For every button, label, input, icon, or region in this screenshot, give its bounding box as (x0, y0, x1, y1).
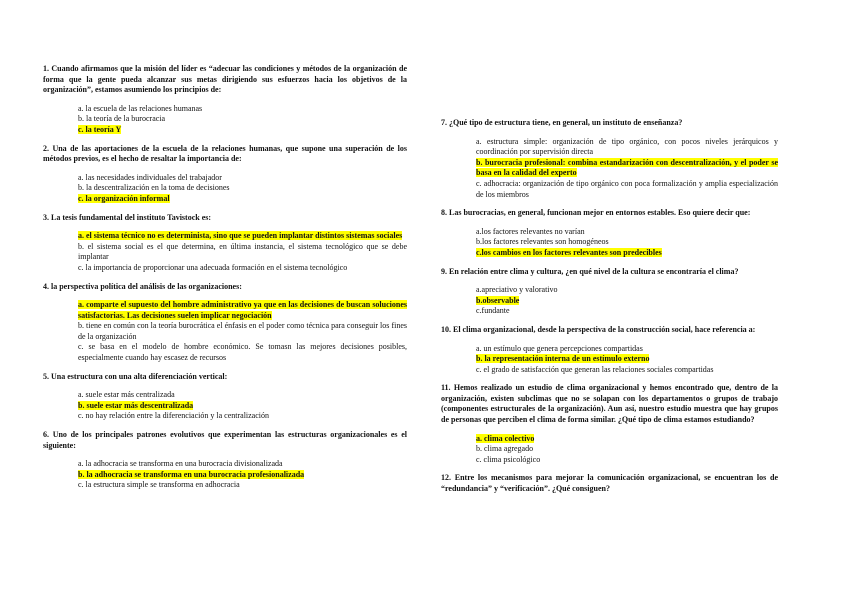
answer-option (476, 285, 778, 296)
answer-option (78, 242, 407, 263)
answer-option-text: a. clima colectivo (476, 433, 535, 443)
question-text: 1. Cuando afirmamos que la misión del líder es “adecuar las condiciones y métodos de la organización de forma que la gente pueda alcanzar sus metas dirigiendo sus esfuerzos hacia los objetivos de la organización”, estamos asumiendo los principios de: (43, 64, 407, 95)
answer-option (476, 365, 778, 376)
question-text: 9. En relación entre clima y cultura, ¿en qué nivel de la cultura se encontraría el clima? (441, 266, 739, 276)
answer-option-correct (476, 354, 778, 365)
answer-option-correct (78, 231, 407, 242)
question-block (43, 282, 407, 364)
question-block (441, 267, 778, 317)
answer-option-text: a. suele estar más centralizada (78, 390, 175, 400)
answer-option (476, 237, 778, 248)
question-text: 10. El clima organizacional, desde la perspectiva de la construcción social, hace referencia a: (441, 324, 756, 334)
answer-option (476, 306, 778, 317)
answer-option (476, 344, 778, 355)
answer-option-correct (78, 125, 407, 136)
answer-option-text: b. suele estar más descentralizada (78, 400, 194, 410)
answer-option-text: c. se basa en el modelo de hombre económico. Se tomasn las mejores decisiones posibles, especialmente cuando hay escasez de recursos (78, 342, 407, 363)
question-block (441, 383, 778, 465)
question-block (441, 325, 778, 375)
answer-option-correct (476, 158, 778, 179)
answer-option (78, 183, 407, 194)
answer-options (78, 173, 407, 205)
answer-options (476, 434, 778, 466)
answer-option-text: a. un estímulo que genera percepciones compartidas (476, 343, 643, 353)
answer-option-text: c.fundante (476, 306, 510, 316)
answer-options (476, 285, 778, 317)
answer-option-correct (476, 248, 778, 259)
answer-option-text: b. la adhocracia se transforma en una burocracia profesionalizada (78, 469, 305, 479)
answer-option (476, 137, 778, 158)
answer-option-text: a.los factores relevantes no varían (476, 226, 585, 236)
answer-option-text: b. la descentralización en la toma de decisiones (78, 183, 230, 193)
answer-option-correct (78, 470, 407, 481)
answer-option-text: b. tiene en común con la teoría burocrática el énfasis en el poder como técnica para conseguir los fines de la organización (78, 321, 407, 341)
answer-options (78, 459, 407, 491)
question-text: 7. ¿Qué tipo de estructura tiene, en general, un instituto de enseñanza? (441, 118, 683, 127)
answer-option-text: a. comparte el supuesto del hombre administrativo ya que en las decisiones de buscan soluciones satisfactorias. Las decisiones suelen implicar negociación (78, 300, 407, 320)
answer-option-correct (78, 300, 407, 321)
answer-option (78, 263, 407, 274)
answer-option (476, 455, 778, 466)
answer-option-correct (78, 194, 407, 205)
answer-option-text: b. el sistema social es el que determina, en última instancia, el sistema tecnológico que se debe implantar (78, 241, 407, 262)
question-text: 3. La tesis fundamental del instituto Tavistock es: (43, 212, 212, 222)
answer-option-text: b. la representación interna de un estímulo externo (476, 354, 650, 364)
answer-option-text: b. la teoría de la burocracia (78, 114, 166, 124)
answer-option-text: c.los cambios en los factores relevantes son predecibles (476, 247, 662, 257)
answer-options (78, 231, 407, 273)
answer-option (78, 390, 407, 401)
answer-option-text: a. la escuela de las relaciones humanas (78, 103, 203, 113)
answer-option (78, 321, 407, 342)
answer-option-text: c. clima psicológico (476, 454, 541, 464)
answer-options (476, 227, 778, 259)
answer-option (476, 179, 778, 200)
answer-options (78, 390, 407, 422)
answer-option-text: b.los factores relevantes son homogéneos (476, 237, 609, 247)
question-text: 5. Una estructura con una alta diferenciación vertical: (43, 371, 228, 381)
answer-option-text: b.observable (476, 295, 520, 305)
answer-option (78, 104, 407, 115)
answer-option-text: c. la teoría Y (78, 124, 122, 134)
question-block (441, 473, 778, 494)
answer-option (78, 173, 407, 184)
answer-options (78, 104, 407, 136)
answer-option (476, 227, 778, 238)
answer-option-text: c. la estructura simple se transforma en adhocracia (78, 480, 240, 490)
answer-option-text: a. la adhocracia se transforma en una burocracia divisionalizada (78, 459, 283, 469)
answer-option (78, 114, 407, 125)
answer-option-text: c. la organización informal (78, 193, 170, 203)
answer-options (78, 300, 407, 364)
question-text: 4. la perspectiva política del análisis de las organizaciones: (43, 281, 242, 291)
answer-options (476, 137, 778, 201)
answer-option (78, 342, 407, 363)
answer-option-text: a.apreciativo y valorativo (476, 285, 558, 295)
question-block (441, 118, 778, 200)
answer-options (476, 344, 778, 376)
answer-option-text: a. el sistema técnico no es determinista, sino que se pueden implantar distintos sistemas sociales (78, 231, 403, 241)
answer-option (78, 480, 407, 491)
answer-option-text: a. estructura simple: organización de tipo orgánico, con pocos niveles jerárquicos y coordinación por supervisión directa (476, 136, 778, 157)
question-text: 2. Una de las aportaciones de la escuela de la relaciones humanas, que supone una superación de los métodos previos, es el hecho de resaltar la importancia de: (43, 143, 407, 164)
right-column (441, 118, 778, 495)
answer-option-text: b. clima agregado (476, 444, 534, 454)
question-text: 6. Uno de los principales patrones evolutivos que experimentan las estructuras organizacionales es el siguiente: (43, 430, 407, 450)
question-block (43, 372, 407, 422)
answer-option-text: b. burocracia profesional: combina estandarización con descentralización, y el poder se basa en la calidad del experto (476, 157, 778, 178)
answer-option-text: c. no hay relación entre la diferenciación y la centralización (78, 411, 270, 421)
question-block (43, 144, 407, 205)
question-text: 11. Hemos realizado un estudio de clima organizacional y hemos encontrado que, dentro de la organización, existen subclimas que no se solapan con los departamentos o grupos de trabajo (componentes estructurales de la organización). Aun así, nuestro estudio muestra que hay grupos de personas que perciben el clima de forma similar. ¿Qué tipo de clima estamos estudiando? (441, 383, 778, 425)
answer-option-text: a. las necesidades individuales del trabajador (78, 172, 222, 182)
answer-option (78, 459, 407, 470)
question-text: 12. Entre los mecanismos para mejorar la comunicación organizacional, se encuentran los de “redundancia” y “verificación”. ¿Qué consiguen? (441, 473, 778, 494)
answer-option-correct (476, 434, 778, 445)
question-block (43, 213, 407, 274)
question-block (43, 64, 407, 136)
question-block (441, 208, 778, 258)
answer-option-correct (476, 296, 778, 307)
answer-option-text: c. adhocracia: organización de tipo orgánico con poca formalización y amplia especialización de los miembros (476, 178, 778, 199)
answer-option (78, 411, 407, 422)
question-text: 8. Las burocracias, en general, funcionan mejor en entornos estables. Eso quiere decir que: (441, 208, 751, 218)
answer-option-text: c. la importancia de proporcionar una adecuada formación en el sistema tecnológico (78, 262, 348, 272)
answer-option (476, 444, 778, 455)
answer-option-correct (78, 401, 407, 412)
question-block (43, 430, 407, 491)
left-column (43, 64, 407, 499)
answer-option-text: c. el grado de satisfacción que generan las relaciones sociales compartidas (476, 364, 714, 374)
